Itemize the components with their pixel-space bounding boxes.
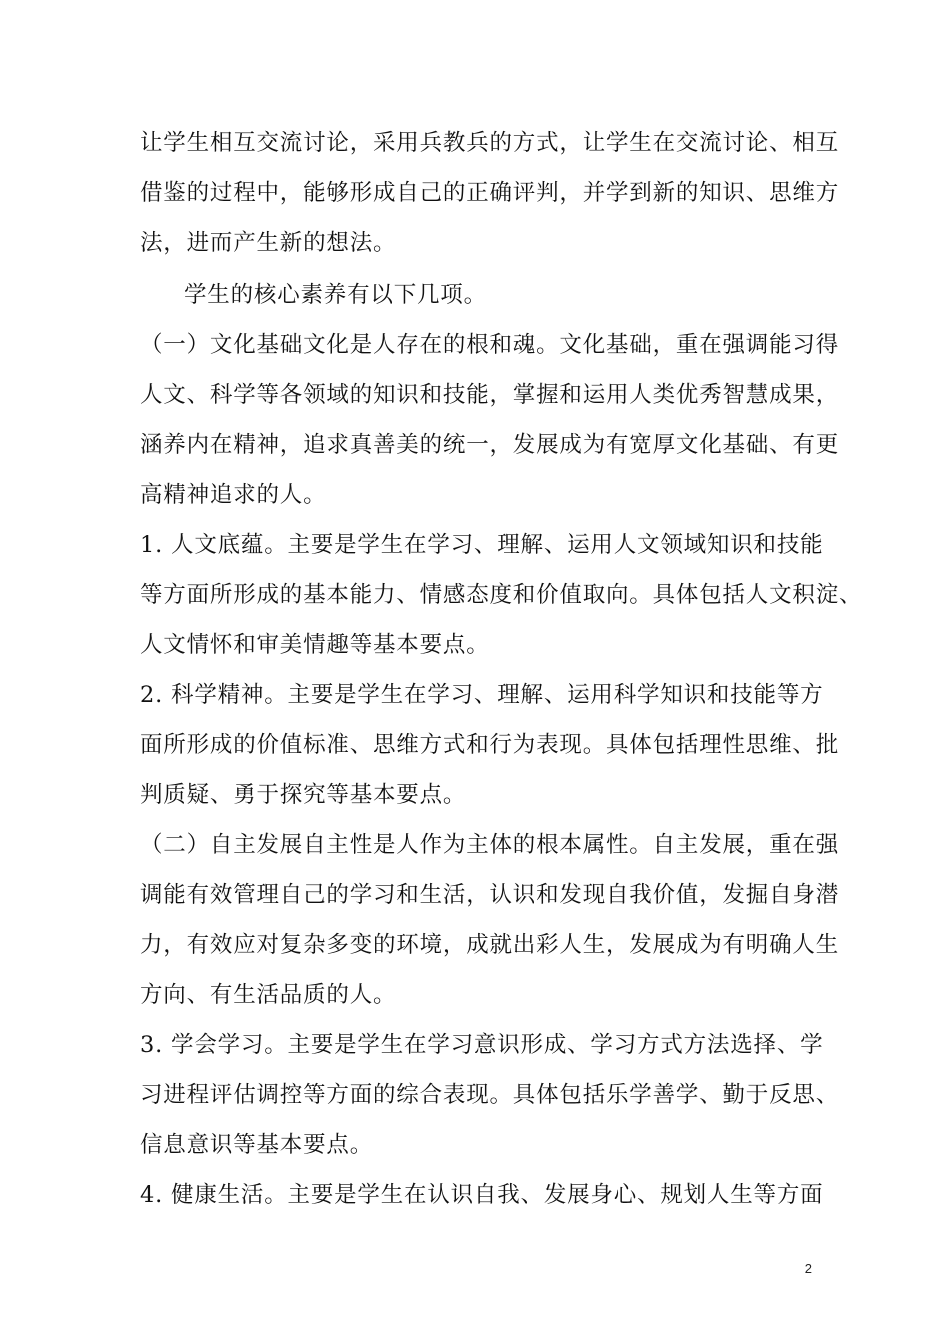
text-line: 力，有效应对复杂多变的环境，成就出彩人生，发展成为有明确人生 — [140, 932, 840, 958]
text-line: 信息意识等基本要点。 — [140, 1132, 374, 1158]
text-line: 面所形成的价值标准、思维方式和行为表现。具体包括理性思维、批 — [140, 732, 840, 758]
list-item-line: 3. 学会学习。主要是学生在学习意识形成、学习方式方法选择、学 — [140, 1032, 824, 1058]
text-line: 涵养内在精神，追求真善美的统一，发展成为有宽厚文化基础、有更 — [140, 432, 840, 458]
text-line: 人文情怀和审美情趣等基本要点。 — [140, 632, 490, 658]
text-line: 学生的核心素养有以下几项。 — [184, 282, 487, 308]
page-number: 2 — [804, 1261, 812, 1276]
text-line: 判质疑、勇于探究等基本要点。 — [140, 782, 467, 808]
list-item-line: 1. 人文底蕴。主要是学生在学习、理解、运用人文领域知识和技能 — [140, 532, 824, 558]
text-line: 人文、科学等各领域的知识和技能，掌握和运用人类优秀智慧成果， — [140, 382, 840, 408]
list-item-line: 2. 科学精神。主要是学生在学习、理解、运用科学知识和技能等方 — [140, 682, 824, 708]
text-line: 习进程评估调控等方面的综合表现。具体包括乐学善学、勤于反思、 — [140, 1082, 840, 1108]
text-line: 高精神追求的人。 — [140, 482, 327, 508]
section-heading-line: （一）文化基础文化是人存在的根和魂。文化基础，重在强调能习得 — [140, 332, 840, 358]
text-line: 法，进而产生新的想法。 — [140, 230, 397, 256]
list-item-line: 4. 健康生活。主要是学生在认识自我、发展身心、规划人生等方面 — [140, 1182, 824, 1208]
text-line: 方向、有生活品质的人。 — [140, 982, 397, 1008]
text-line: 调能有效管理自己的学习和生活，认识和发现自我价值，发掘自身潜 — [140, 882, 840, 908]
section-heading-line: （二）自主发展自主性是人作为主体的根本属性。自主发展，重在强 — [140, 832, 840, 858]
text-line: 让学生相互交流讨论，采用兵教兵的方式，让学生在交流讨论、相互 — [140, 130, 840, 156]
text-line: 借鉴的过程中，能够形成自己的正确评判，并学到新的知识、思维方 — [140, 180, 840, 206]
text-line: 等方面所形成的基本能力、情感态度和价值取向。具体包括人文积淀、 — [140, 582, 863, 608]
